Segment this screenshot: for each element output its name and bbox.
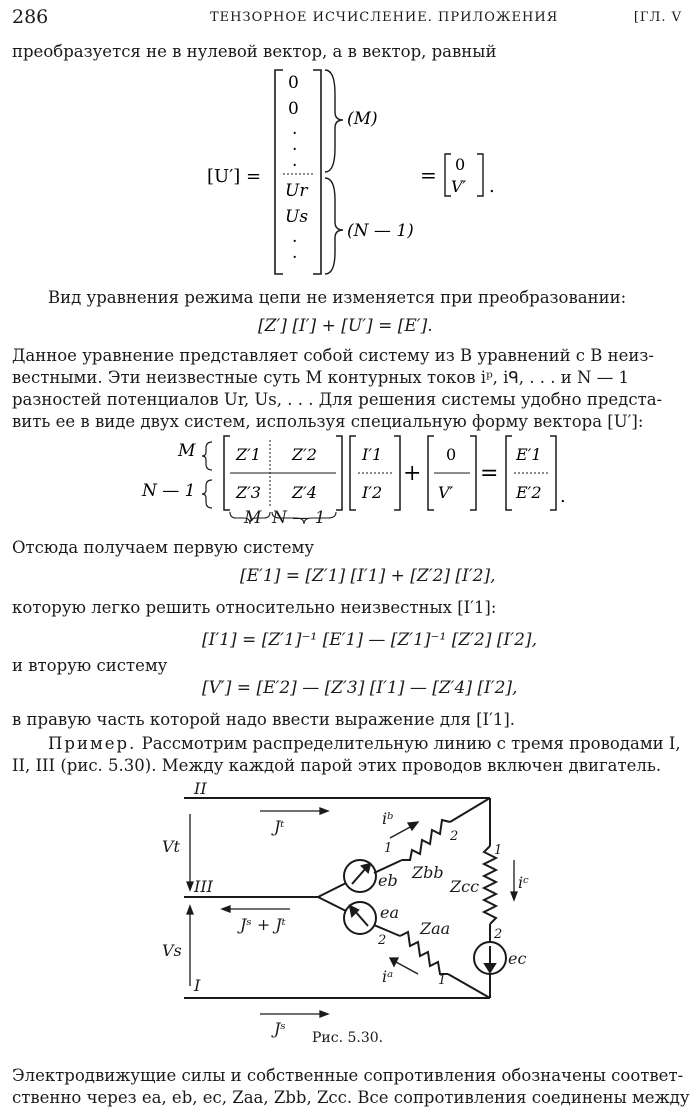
eq3-z3: Z′3 (236, 483, 261, 502)
branch-a-top (318, 897, 346, 911)
paragraph-9-line-2: ственно через ea, eb, ec, Zaa, Zbb, Zcc. Все сопротивления соединены между (12, 1088, 690, 1107)
eq3-eq: = (480, 461, 499, 486)
node-zaa-1: 1 (438, 973, 447, 988)
label-zbb: Zbb (412, 863, 444, 882)
eq1-left-bracket (275, 70, 283, 274)
equation-system-2: [V′] = [E′2] — [Z′3] [I′1] — [Z′4] [I′2], (202, 678, 518, 698)
running-title: ТЕНЗОРНОЕ ИСЧИСЛЕНИЕ. ПРИЛОЖЕНИЯ (210, 10, 559, 25)
eq1-dot-2: . (292, 135, 298, 155)
eq1-entry-ur: Ur (285, 181, 308, 201)
eq3-u0: 0 (446, 445, 457, 464)
paragraph-8-line-1 (48, 734, 681, 753)
label-jt: Jᵗ (274, 817, 285, 836)
eq3-z-right-bracket (336, 436, 342, 510)
eq3-e-left-bracket (506, 436, 512, 510)
node-zbb-2: 2 (450, 829, 459, 844)
branch-b-bottom (318, 883, 346, 897)
paragraph-1: преобразуется не в нулевой вектор, а в вектор, равный (12, 42, 497, 61)
paragraph-3-line-4: вить ее в виде двух систем, используя специальную форму вектора [U′]: (12, 412, 644, 431)
eq1-entry-0a: 0 (288, 73, 299, 93)
eq3-z-left-bracket (224, 436, 230, 510)
jt-arrow-head (320, 808, 328, 814)
label-ia: iᵃ (382, 967, 394, 986)
label-wire-i: I (194, 976, 201, 995)
equation-solve-i1: [I′1] = [Z′1]⁻¹ [E′1] — [Z′1]⁻¹ [Z′2] [I′2], (202, 630, 537, 650)
eq3-z4: Z′4 (292, 483, 317, 502)
vt-arrow-head (187, 882, 193, 890)
eq1-rhs-end: . (489, 176, 495, 197)
label-ea: ea (380, 903, 400, 922)
eq3-e1: E′1 (516, 445, 542, 464)
label-jst: Jˢ + Jᵗ (240, 915, 286, 934)
eq1-entry-us: Us (285, 207, 309, 227)
eq1-rhs-top: 0 (455, 155, 466, 174)
eq1-dot-1: . (292, 119, 298, 139)
label-ic: iᶜ (518, 873, 529, 892)
equation-circuit: [Z′] [I′] + [U′] = [E′]. (258, 316, 433, 336)
node-zcc-1: 1 (494, 843, 503, 858)
paragraph-8-text: Рассмотрим распределительную линию с тремя проводами I, (136, 734, 681, 753)
paragraph-9-line-1: Электродвижущие силы и собственные сопротивления обозначены соответ- (12, 1066, 684, 1085)
eq3-e2: E′2 (516, 483, 542, 502)
paragraph-4: Отсюда получаем первую систему (12, 538, 315, 557)
ec-arrow-head (485, 964, 495, 972)
label-ec: ec (508, 949, 527, 968)
label-wire-iii: III (194, 877, 213, 896)
paragraph-2: Вид уравнения режима цепи не изменяется при преобразовании: (48, 288, 627, 307)
eq1-rhs-bot: V′ (451, 177, 467, 196)
eq1-right-bracket (313, 70, 321, 274)
label-ib: iᵇ (382, 809, 394, 828)
eq3-z1: Z′1 (236, 445, 261, 464)
chapter-label: [ГЛ. V (633, 10, 682, 25)
ib-arrow-head (408, 822, 418, 830)
vs-arrow-head (187, 906, 193, 914)
jst-arrow-head (222, 906, 230, 912)
label-js: Jˢ (274, 1019, 286, 1038)
eq3-z2: Z′2 (292, 445, 317, 464)
eq3-brace-n1 (202, 480, 212, 508)
eq3-col-label-m: M (244, 508, 262, 528)
eb-arrow-shaft (352, 868, 366, 884)
eq3-i-left-bracket (350, 436, 356, 510)
eq3-col-label-n1: N — 1 (272, 508, 326, 528)
equation-block-system (130, 432, 580, 532)
paragraph-7: в правую часть которой надо ввести выражение для [I′1]. (12, 710, 516, 729)
equation-u-vector (195, 64, 515, 282)
figure-caption: Рис. 5.30. (312, 1030, 384, 1046)
node-zaa-2: 2 (378, 933, 387, 948)
eq1-dot-4: . (292, 227, 298, 247)
branch-a-bottom (448, 974, 490, 998)
eq3-i-right-bracket (394, 436, 400, 510)
figure-5-30 (150, 778, 550, 1040)
eq1-brace-n1 (325, 178, 343, 274)
paragraph-5: которую легко решить относительно неизвестных [I′1]: (12, 598, 497, 617)
eq3-end: . (560, 486, 566, 507)
eq1-label-m: (M) (347, 109, 378, 129)
js-arrow-head (320, 1011, 328, 1017)
label-zcc: Zcc (450, 877, 480, 896)
node-zbb-1: 1 (384, 841, 393, 856)
paragraph-3-line-1: Данное уравнение представляет собой систему из B уравнений с B неиз- (12, 346, 655, 365)
branch-b-top (450, 798, 490, 822)
eq3-u-right-bracket (470, 436, 476, 510)
eq3-e-right-bracket (550, 436, 556, 510)
eq1-brace-m (325, 70, 343, 172)
eq1-rhs-eq: = (420, 163, 437, 187)
paragraph-3-line-3: разностей потенциалов Ur, Us, . . . Для решения системы удобно предста- (12, 390, 663, 409)
label-vt: Vt (162, 837, 180, 856)
equation-system-1: [E′1] = [Z′1] [I′1] + [Z′2] [I′2], (240, 566, 496, 586)
label-eb: eb (378, 871, 398, 890)
eq1-dot-5: . (292, 243, 298, 263)
ia-arrow-shaft (396, 962, 418, 974)
eq3-u-left-bracket (428, 436, 434, 510)
eq3-row-m: M (178, 441, 196, 461)
ic-arrow-head (511, 892, 517, 900)
eq3-i2: I′2 (362, 483, 383, 502)
eq3-brace-m (202, 442, 212, 470)
label-zaa: Zaa (420, 919, 451, 938)
eq3-uv: V′ (438, 483, 454, 502)
label-wire-ii: II (194, 779, 207, 798)
paragraph-3-line-2: вестными. Эти неизвестные суть M контурных токов iᵖ, iᑫ, . . . и N — 1 (12, 368, 629, 387)
eq1-rhs-right-bracket (477, 154, 483, 196)
eq1-lhs: [U′] = (207, 166, 262, 187)
eq3-plus: + (403, 461, 422, 486)
node-zcc-2: 2 (494, 927, 503, 942)
paragraph-6: и вторую систему (12, 656, 168, 675)
eq1-entry-0b: 0 (288, 99, 299, 119)
paragraph-8-line-2: II, III (рис. 5.30). Между каждой парой этих проводов включен двигатель. (12, 756, 662, 775)
eq1-dot-3: . (292, 151, 298, 171)
eq1-label-n1: (N — 1) (347, 221, 414, 241)
eq3-row-n1: N — 1 (142, 481, 196, 501)
label-vs: Vs (162, 941, 182, 960)
page-number: 286 (12, 6, 49, 28)
eq3-i1: I′1 (362, 445, 383, 464)
example-word: Пример. (48, 734, 137, 753)
